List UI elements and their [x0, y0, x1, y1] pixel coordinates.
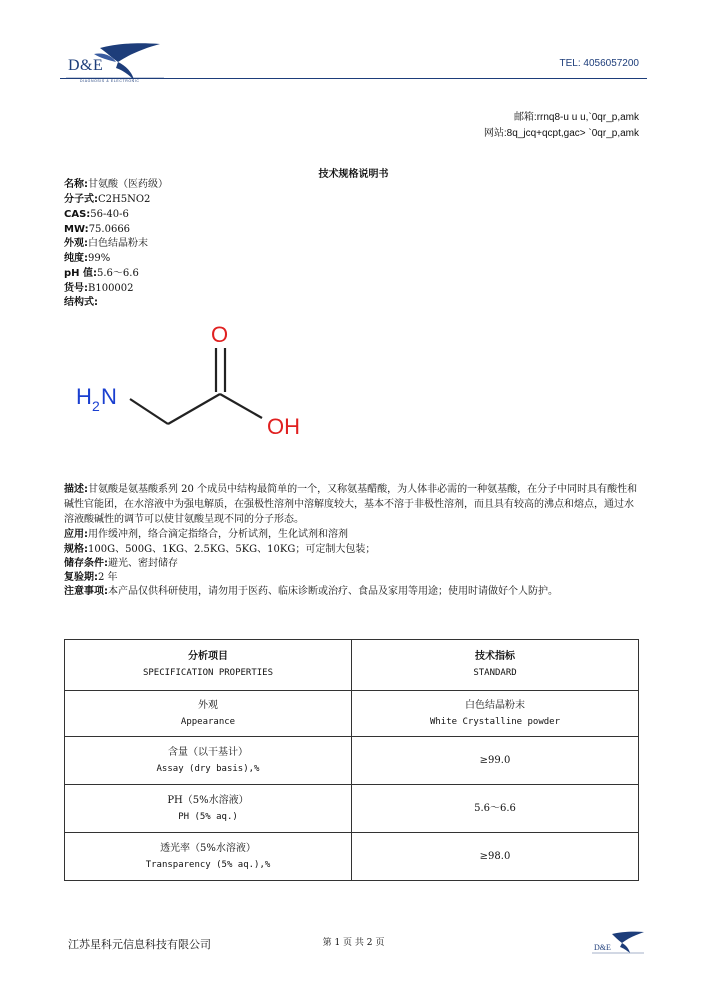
telephone: TEL: 4056057200 — [559, 58, 639, 69]
row-standard: ≥99.0 — [352, 737, 639, 785]
field-catalog-number: 货号:B100002 — [64, 283, 134, 294]
field-appearance: 外观:白色结晶粉末 — [64, 238, 148, 249]
header-specification: 分析项目 SPECIFICATION PROPERTIES — [65, 640, 352, 691]
document-title: 技术规格说明书 — [318, 169, 389, 180]
amine-subscript: 2 — [92, 398, 100, 414]
specification-table — [64, 639, 639, 881]
field-structure: 结构式: — [64, 297, 98, 308]
header-divider — [60, 78, 647, 79]
footer-company: 江苏星科元信息科技有限公司 — [68, 938, 211, 951]
field-formula: 分子式:C2H5NO2 — [64, 194, 151, 205]
storage-conditions: 储存条件:避光、密封储存 — [64, 558, 178, 569]
header-standard: 技术指标 STANDARD — [352, 640, 639, 691]
table-header-row — [65, 640, 639, 691]
amine-h: H — [76, 384, 92, 409]
logo-subtitle: DIAGNOSIS & ELECTRONIC — [80, 79, 140, 83]
retest-period: 复验期:2 年 — [64, 572, 118, 583]
bond-c-oh — [220, 394, 262, 418]
field-mw: MW:75.0666 — [64, 224, 131, 235]
field-cas: CAS:56-40-6 — [64, 209, 129, 220]
row-standard: 5.6～6.6 — [352, 785, 639, 833]
row-item: 含量（以干基计） Assay (dry basis),% — [65, 737, 352, 785]
field-ph: pH 值:5.6～6.6 — [64, 268, 139, 279]
page-number: 第 1 页 共 2 页 — [322, 938, 385, 948]
amine-n: N — [101, 384, 117, 409]
bond-c-c — [168, 394, 220, 424]
row-item: PH（5%水溶液） PH (5% aq.) — [65, 785, 352, 833]
field-name: 名称:甘氨酸（医药级） — [64, 179, 168, 190]
oxygen: O — [211, 322, 229, 347]
contact-email: 邮箱:rrnq8-u u u,`0qr_p,amk — [513, 112, 639, 123]
row-item: 外观 Appearance — [65, 691, 352, 737]
notice: 注意事项:本产品仅供科研使用，请勿用于医药、临床诊断或治疗、食品及家用等用途；使用时请做好个人防护。 — [64, 586, 558, 597]
logo-text: D&E — [68, 57, 104, 74]
package-specs: 规格:100G、500G、1KG、2.5KG、5KG、10KG；可定制大包装； — [64, 544, 376, 555]
row-standard: ≥98.0 — [352, 833, 639, 881]
application: 应用:用作缓冲剂，络合滴定指络合，分析试剂，生化试剂和溶剂 — [64, 529, 348, 540]
bond-n-c — [130, 399, 168, 424]
structure-diagram — [64, 312, 324, 462]
footer-logo — [588, 930, 648, 958]
row-standard: 白色结晶粉末 White Crystalline powder — [352, 691, 639, 737]
contact-website: 网站:8q_jcq+qcpt,gac> `0qr_p,amk — [483, 128, 639, 139]
field-purity: 纯度:99% — [64, 253, 111, 264]
footer-logo-text: D&E — [594, 943, 611, 952]
table-row — [65, 833, 639, 881]
description: 描述:甘氨酸是氨基酸系列 20 个成员中结构最简单的一个，又称氨基醋酸，为人体非必需的一种氨基酸，在分子中同时具有酸性和碱性官能团，在水溶液中为强电解质，在强极性溶剂中溶解度较大，基本不溶于非极性溶剂，而且具有较高的沸点和熔点，通过水溶液酸碱性的调节可以使甘氨酸呈现不同的分子形态。 — [64, 484, 638, 525]
hydroxyl: OH — [267, 414, 300, 439]
table-row — [65, 785, 639, 833]
table-row — [65, 737, 639, 785]
row-item: 透光率（5%水溶液） Transparency (5% aq.),% — [65, 833, 352, 881]
table-row — [65, 691, 639, 737]
